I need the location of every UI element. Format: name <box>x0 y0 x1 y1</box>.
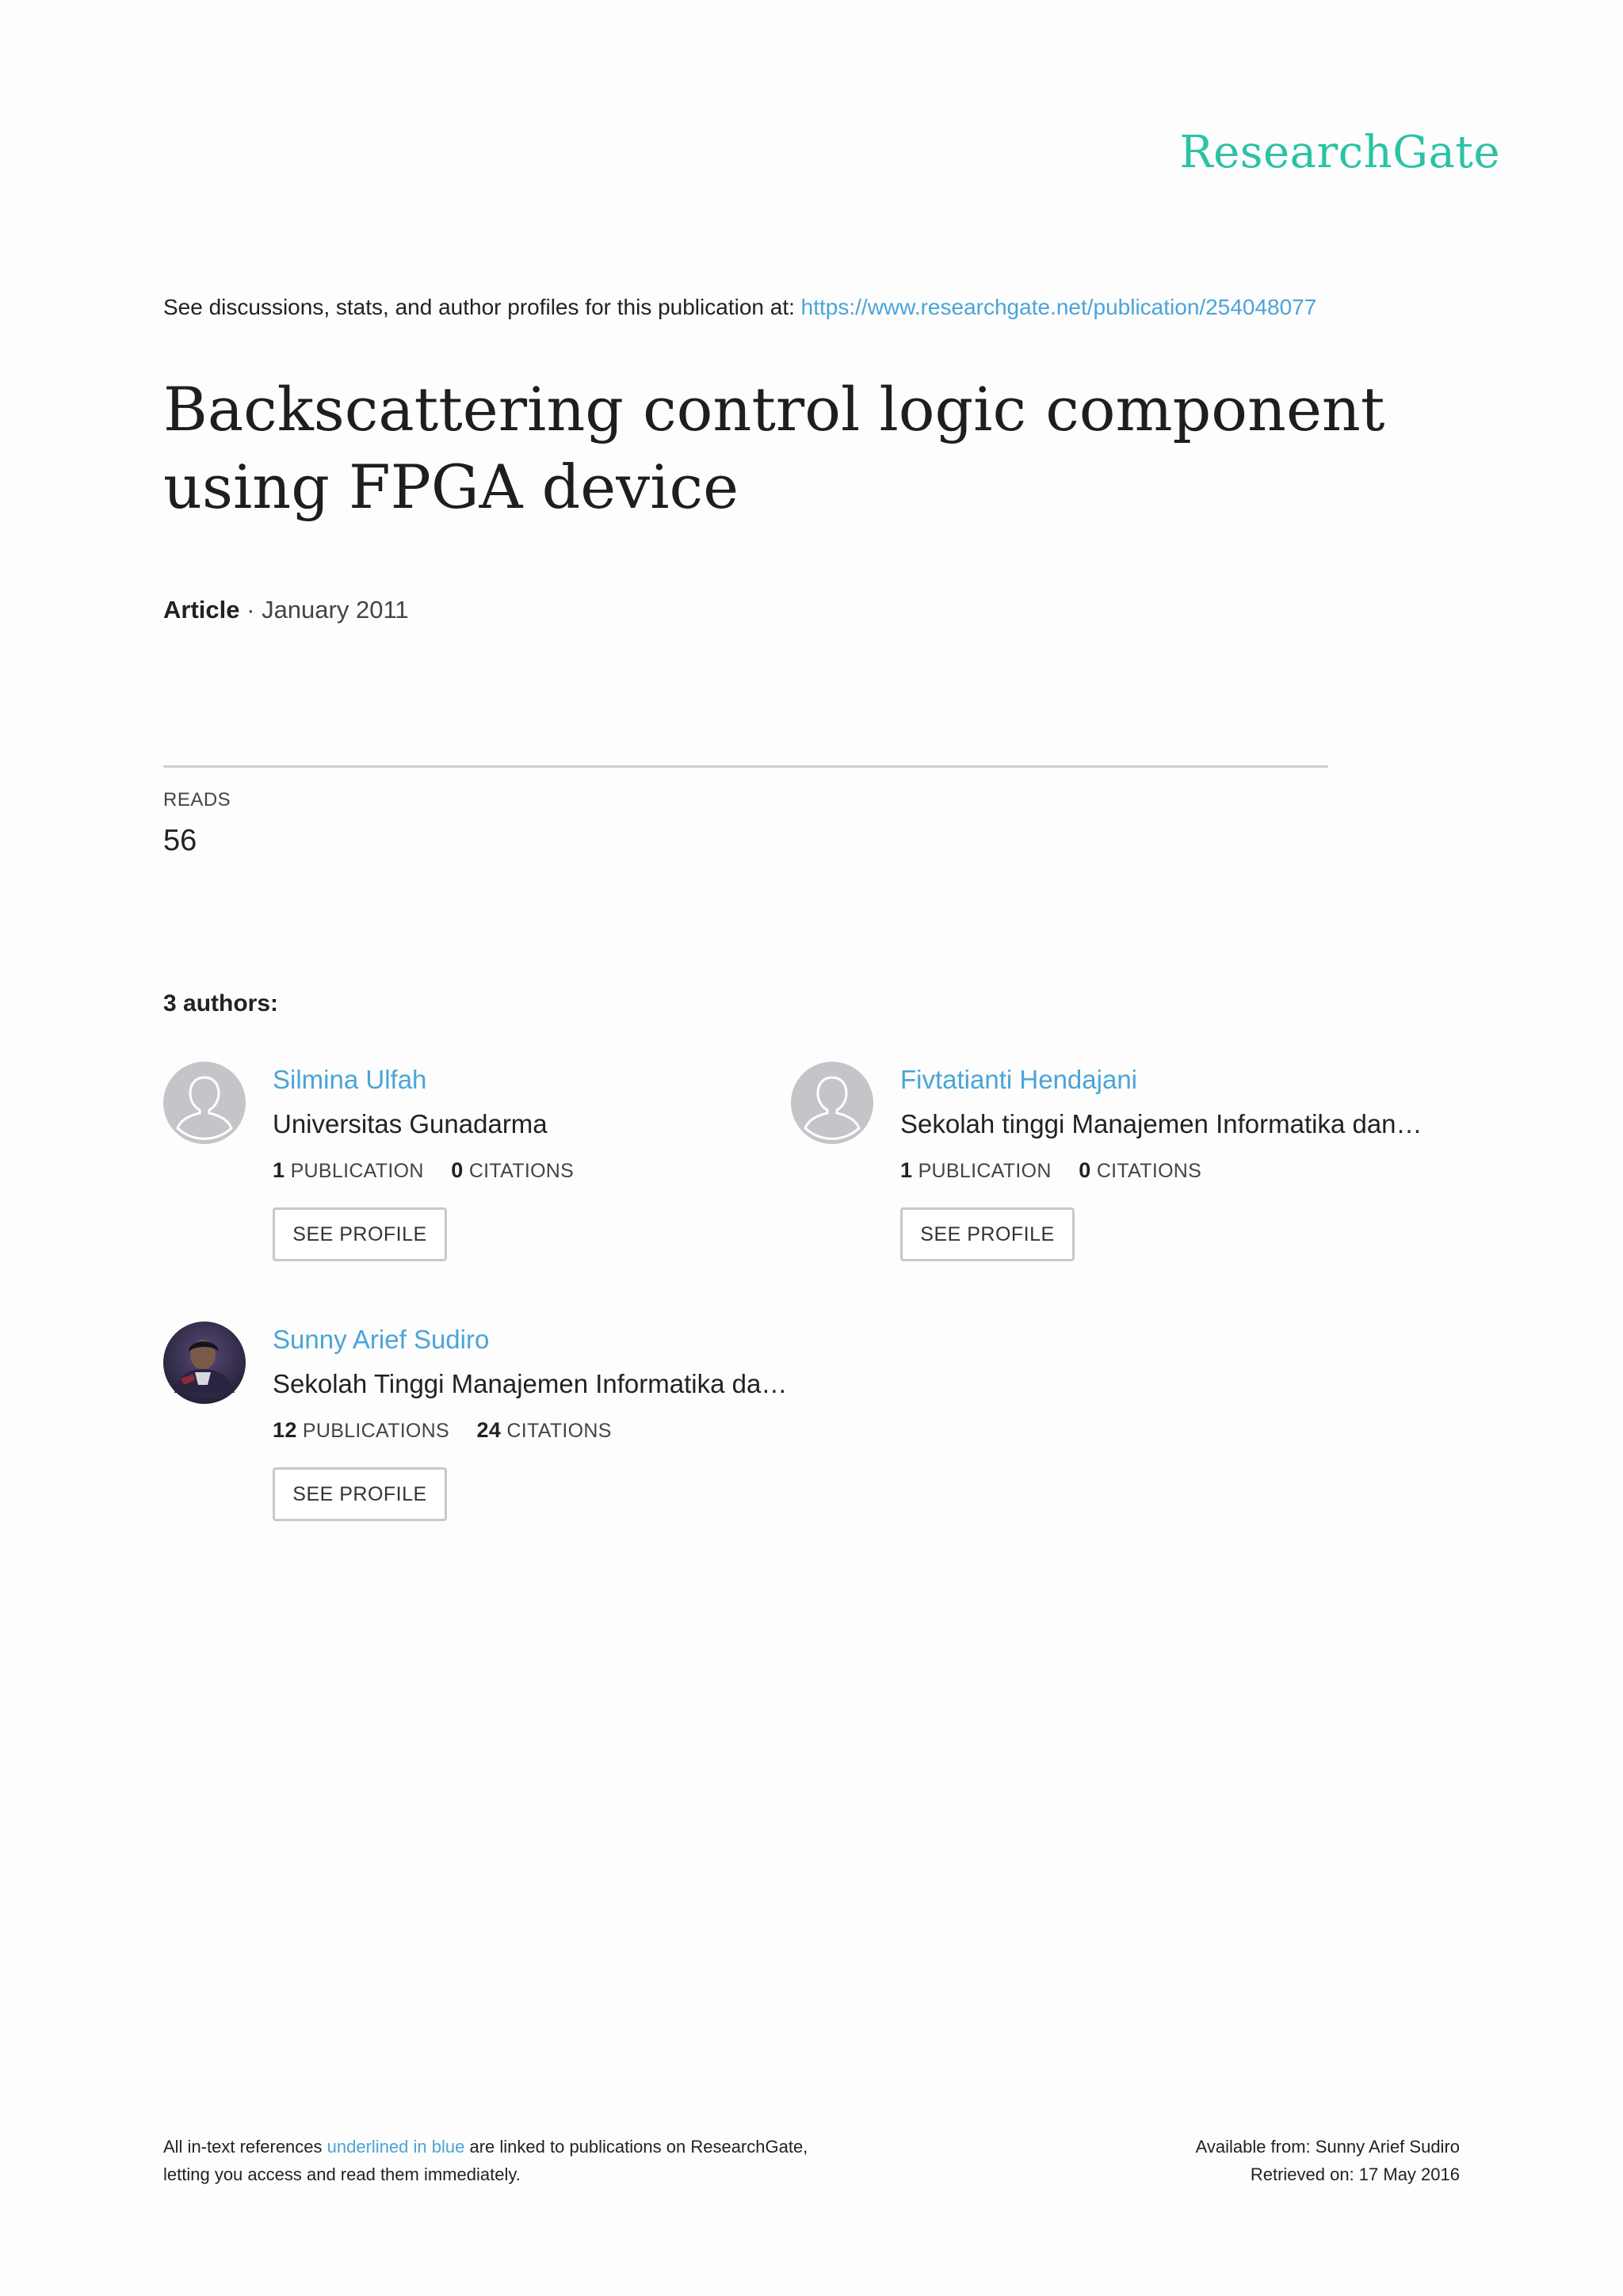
divider <box>163 765 1328 768</box>
intro-text: See discussions, stats, and author profiles for this publication at: <box>163 295 795 319</box>
footer-line-2: letting you access and read them immediately. <box>163 2164 521 2184</box>
footer-text-before: All in-text references <box>163 2137 323 2157</box>
citations-count: 0 <box>451 1158 464 1182</box>
author-card <box>163 1062 734 1268</box>
publication-date: January 2011 <box>262 596 409 624</box>
default-avatar-icon[interactable] <box>163 1062 246 1144</box>
publications-label: PUBLICATIONS <box>302 1420 450 1442</box>
authors-heading: 3 authors: <box>163 990 279 1016</box>
see-profile-button[interactable]: SEE PROFILE <box>273 1207 447 1261</box>
reads-label: READS <box>163 789 231 810</box>
publications-label: PUBLICATION <box>290 1160 424 1182</box>
see-profile-button[interactable]: SEE PROFILE <box>273 1467 447 1521</box>
citations-label: CITATIONS <box>468 1160 575 1182</box>
footer-note <box>163 2133 808 2188</box>
default-avatar-icon[interactable] <box>791 1062 873 1144</box>
publication-title: Backscattering control logic component using FPGA device <box>163 374 1385 522</box>
footer-line-1 <box>163 2133 808 2161</box>
publications-count: 12 <box>273 1418 297 1442</box>
footer-source <box>1196 2133 1460 2188</box>
publications-label: PUBLICATION <box>918 1160 1052 1182</box>
author-name-link[interactable]: Silmina Ulfah <box>273 1065 427 1094</box>
author-stats <box>900 1158 1201 1183</box>
photo-avatar[interactable] <box>163 1322 246 1404</box>
publication-url-link[interactable]: https://www.researchgate.net/publication/254048077 <box>800 295 1317 319</box>
publications-count: 1 <box>900 1158 913 1182</box>
author-institution: Sekolah Tinggi Manajemen Informatika da… <box>273 1369 788 1398</box>
reads-count: 56 <box>163 824 197 857</box>
footer-highlight: underlined in blue <box>327 2137 465 2157</box>
see-profile-button[interactable]: SEE PROFILE <box>900 1207 1075 1261</box>
researchgate-logo[interactable]: ResearchGate <box>1179 127 1500 178</box>
footer-text-after: are linked to publications on ResearchGate, <box>469 2137 808 2157</box>
author-card <box>791 1062 1423 1268</box>
citations-count: 0 <box>1079 1158 1091 1182</box>
retrieved-on: Retrieved on: 17 May 2016 <box>1250 2164 1460 2184</box>
author-institution: Sekolah tinggi Manajemen Informatika dan… <box>900 1109 1423 1138</box>
publication-meta <box>163 596 409 624</box>
meta-separator: · <box>246 596 255 624</box>
available-from: Available from: Sunny Arief Sudiro <box>1195 2137 1460 2157</box>
author-card <box>163 1322 788 1527</box>
publication-intro <box>163 295 1316 320</box>
publications-count: 1 <box>273 1158 285 1182</box>
author-name-link[interactable]: Sunny Arief Sudiro <box>273 1325 490 1354</box>
author-institution: Universitas Gunadarma <box>273 1109 548 1138</box>
citations-label: CITATIONS <box>506 1420 612 1442</box>
citations-label: CITATIONS <box>1096 1160 1202 1182</box>
author-stats <box>273 1418 612 1443</box>
author-stats <box>273 1158 574 1183</box>
citations-count: 24 <box>476 1418 502 1442</box>
author-name-link[interactable]: Fivtatianti Hendajani <box>900 1065 1137 1094</box>
publication-type: Article <box>163 596 240 624</box>
